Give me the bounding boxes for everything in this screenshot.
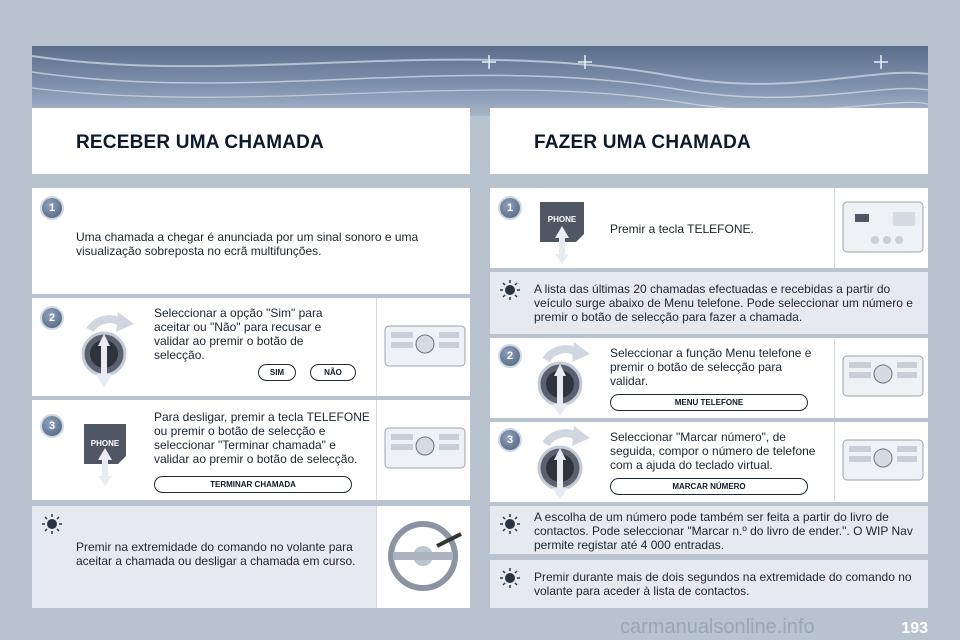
page-number: 193 [901, 620, 928, 637]
left-step2-text: Seleccionar a opção "Sim" para aceitar ou "Não" para recusar e validar ao premir o botão de selecção. [154, 306, 323, 362]
left-title-box [32, 108, 470, 174]
radio-panel-thumbnail [834, 422, 928, 502]
right-step1-panel [490, 188, 928, 268]
phone-menu-button[interactable]: MENU TELEFONE [610, 394, 808, 411]
radio-device-icon [377, 400, 471, 500]
radio-device-icon [835, 188, 929, 268]
wave-decoration [32, 46, 928, 116]
left-tip-panel [32, 506, 470, 608]
phone-key-label: PHONE [547, 215, 577, 224]
right-title-box [490, 108, 928, 174]
end-call-button[interactable]: TERMINAR CHAMADA [154, 476, 352, 493]
step-badge: 2 [500, 346, 520, 366]
watermark: carmanualsonline.info [620, 616, 815, 638]
phone-key-icon [534, 198, 590, 266]
radio-panel-thumbnail [376, 400, 470, 500]
right-tip2-panel [490, 506, 928, 554]
left-step3-text: Para desligar, premir a tecla TELEFONE ou premir o botão de selecção e seleccionar "Terminar chamada" e validar ao premir o botão de selecção. [154, 410, 370, 466]
left-step1-text: Uma chamada a chegar é anunciada por um sinal sonoro e uma visualização sobreposta no ecrã multifunções. [76, 230, 419, 258]
header-band [32, 46, 928, 116]
right-tip1-text: A lista das últimas 20 chamadas efectuadas e recebidas a partir do veículo surge abaixo de Menu telefone. Pode seleccionar um número e premir o botão de selecção para fazer a chamada. [534, 282, 913, 324]
step-badge: 1 [500, 198, 520, 218]
radio-panel-thumbnail [834, 338, 928, 418]
steering-wheel-thumbnail [376, 506, 470, 608]
right-step2-panel [490, 338, 928, 418]
left-title: RECEBER UMA CHAMADA [76, 132, 324, 153]
right-step1-text: Premir a tecla TELEFONE. [610, 222, 754, 236]
right-title: FAZER UMA CHAMADA [534, 132, 751, 153]
right-tip3-panel [490, 560, 928, 608]
right-step3-panel [490, 422, 928, 502]
left-step2-panel [32, 298, 470, 396]
rotary-knob-icon [532, 338, 598, 418]
tip-sun-icon [42, 514, 62, 534]
right-step3-text: Seleccionar "Marcar número", de seguida, compor o número de telefone com a ajuda do teclado virtual. [610, 430, 816, 472]
step-badge: 2 [42, 308, 62, 328]
left-step1-panel [32, 188, 470, 294]
right-step2-text: Seleccionar a função Menu telefone e premir o botão de selecção para validar. [610, 346, 812, 388]
right-tip3-text: Premir durante mais de dois segundos na extremidade do comando no volante para aceder à lista de contactos. [534, 570, 912, 598]
radio-panel-thumbnail [834, 188, 928, 268]
tip-sun-icon [500, 514, 520, 534]
phone-key-icon [78, 420, 132, 488]
step-badge: 3 [500, 430, 520, 450]
tip-sun-icon [500, 280, 520, 300]
rotary-knob-icon [76, 306, 142, 390]
tip-sun-icon [500, 568, 520, 588]
right-tip1-panel [490, 272, 928, 334]
radio-device-icon [835, 422, 929, 502]
radio-device-icon [835, 338, 929, 418]
left-tip-text: Premir na extremidade do comando no volante para aceitar a chamada ou desligar a chamada em curso. [76, 540, 356, 568]
no-button[interactable]: NÃO [310, 364, 356, 381]
yes-button[interactable]: SIM [258, 364, 296, 381]
right-tip2-text: A escolha de um número pode também ser feita a partir do livro de contactos. Pode seleccionar "Marcar n.º do livro de ender.". O WIP Nav permite registar até 4 000 entradas. [534, 510, 913, 552]
step-badge: 1 [42, 198, 62, 218]
phone-key-label: PHONE [90, 439, 120, 448]
dial-number-button[interactable]: MARCAR NÚMERO [610, 478, 808, 495]
rotary-knob-icon [532, 422, 598, 502]
left-step3-panel [32, 400, 470, 500]
steering-wheel-icon [377, 506, 471, 608]
step-badge: 3 [42, 416, 62, 436]
radio-panel-thumbnail [376, 298, 470, 396]
radio-device-icon [377, 298, 471, 396]
